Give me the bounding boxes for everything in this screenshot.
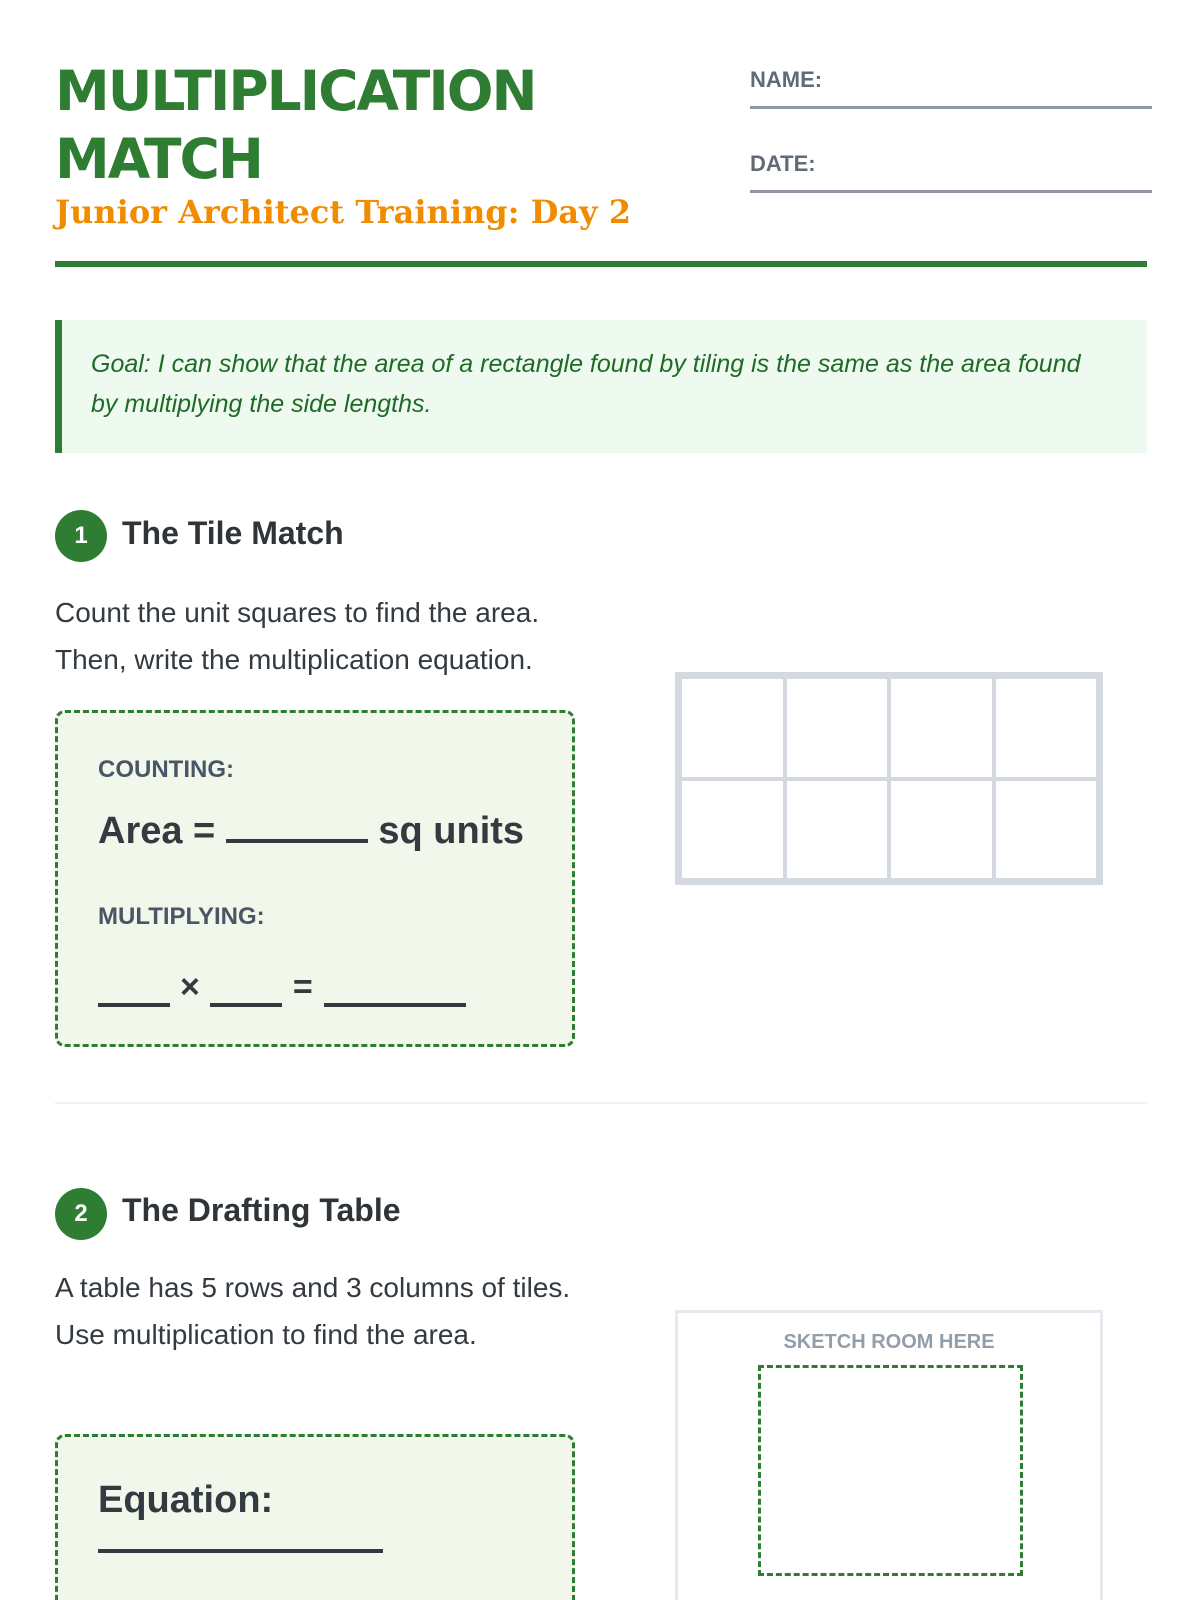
section-1-number-badge: 1 <box>55 510 107 562</box>
worksheet-subtitle: Junior Architect Training: Day 2 <box>55 193 632 231</box>
product-blank[interactable] <box>324 979 466 1007</box>
multiplying-label: MULTIPLYING: <box>98 903 265 930</box>
unit-square <box>680 779 785 881</box>
name-label: NAME: <box>750 67 823 92</box>
area-answer-line <box>98 810 524 853</box>
area-prefix: Area = <box>98 810 216 852</box>
equation-label: Equation: <box>98 1479 274 1521</box>
goal-callout <box>55 320 1147 453</box>
sketch-card <box>675 1310 1103 1600</box>
unit-square <box>889 779 994 881</box>
area-suffix: sq units <box>378 810 525 852</box>
multiplication-equation-row <box>98 968 466 1007</box>
factor-2-blank[interactable] <box>210 979 282 1007</box>
counting-label: COUNTING: <box>98 756 234 783</box>
unit-square <box>994 677 1099 779</box>
date-label: DATE: <box>750 151 816 176</box>
worksheet-header <box>55 55 1147 270</box>
unit-square <box>994 779 1099 881</box>
section-2-instructions: A table has 5 rows and 3 columns of tiles. Use multiplication to find the area. <box>55 1272 571 1350</box>
unit-square <box>889 677 994 779</box>
sketch-label: SKETCH ROOM HERE <box>783 1331 995 1353</box>
section-2-title: The Drafting Table <box>122 1192 401 1228</box>
unit-square <box>785 677 890 779</box>
header-divider <box>55 261 1147 267</box>
section-1-instructions: Count the unit squares to find the area. Then, write the multiplication equation. <box>55 597 540 675</box>
times-symbol: × <box>180 968 200 1006</box>
equals-symbol: = <box>292 968 313 1006</box>
date-field[interactable] <box>750 139 1152 193</box>
name-field[interactable] <box>750 55 1152 109</box>
goal-text: Goal: I can show that the area of a rectangle found by tiling is the same as the area found by multiplying the side lengths. <box>91 350 1081 418</box>
unit-square <box>680 677 785 779</box>
worksheet-title: MULTIPLICATION MATCH <box>55 59 536 191</box>
section-1-title: The Tile Match <box>122 515 344 551</box>
section-2-number-badge: 2 <box>55 1188 107 1240</box>
section-1-answer-box <box>55 710 575 1047</box>
section-2-answer-box <box>55 1434 575 1600</box>
sketch-drawing-area[interactable] <box>758 1365 1023 1576</box>
unit-square-grid <box>675 672 1103 885</box>
factor-1-blank[interactable] <box>98 979 170 1007</box>
equation-blank[interactable] <box>98 1549 383 1553</box>
section-divider <box>55 1102 1147 1104</box>
area-answer-blank[interactable] <box>226 813 368 843</box>
unit-square <box>785 779 890 881</box>
